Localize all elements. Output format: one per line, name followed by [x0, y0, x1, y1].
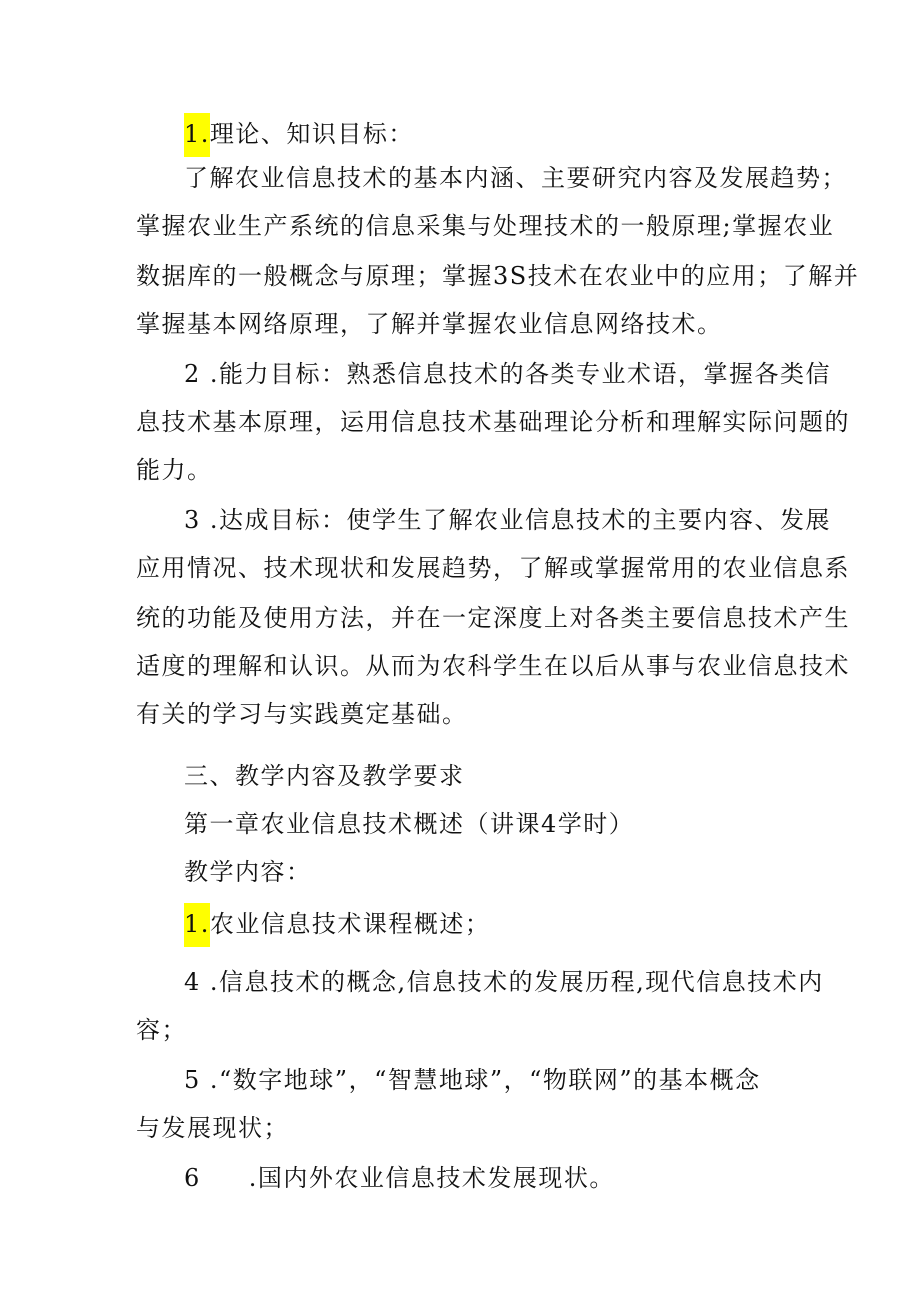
paragraph-line: 应用情况、技术现状和发展趋势，了解或掌握常用的农业信息系 [136, 554, 850, 582]
content-item-text: 农业信息技术课程概述； [209, 910, 491, 938]
paragraph-line: 容； [136, 1016, 187, 1044]
paragraph-line: 息技术基本原理，运用信息技术基础理论分析和理解实际问题的 [136, 408, 850, 436]
content-item-1 [184, 903, 490, 947]
paragraph-line: 适度的理解和认识。从而为农科学生在以后从事与农业信息技术 [136, 652, 850, 680]
highlighted-number: 1. [184, 113, 210, 157]
content-label: 教学内容： [184, 858, 312, 886]
paragraph-line: 5 .“数字地球”，“智慧地球”，“物联网”的基本概念 [184, 1066, 761, 1094]
paragraph-line: 3 .达成目标：使学生了解农业信息技术的主要内容、发展 [184, 506, 832, 534]
content-item-6 [184, 1161, 615, 1195]
paragraph-line: 了解农业信息技术的基本内涵、主要研究内容及发展趋势； [184, 164, 847, 192]
paragraph-line: 4 .信息技术的概念,信息技术的发展历程,现代信息技术内 [184, 968, 824, 996]
paragraph-line: 2 .能力目标：熟悉信息技术的各类专业术语，掌握各类信 [184, 360, 832, 388]
paragraph-line: 掌握基本网络原理，了解并掌握农业信息网络技术。 [136, 310, 723, 338]
paragraph-line: 统的功能及使用方法，并在一定深度上对各类主要信息技术产生 [136, 604, 850, 632]
chapter-title: 第一章农业信息技术概述（讲课4学时） [184, 810, 635, 838]
paragraph-line: 掌握农业生产系统的信息采集与处理技术的一般原理;掌握农业 [136, 212, 835, 240]
objective-1-heading [184, 113, 414, 157]
content-item-number: 6 [184, 1164, 201, 1192]
paragraph-line: 与发展现状； [136, 1114, 289, 1142]
section-heading: 三、教学内容及教学要求 [184, 762, 465, 790]
content-item-text: .国内外农业信息技术发展现状。 [248, 1164, 615, 1192]
paragraph-line: 数据库的一般概念与原理；掌握3S技术在农业中的应用；了解并 [136, 262, 860, 290]
paragraph-line: 有关的学习与实践奠定基础。 [136, 700, 468, 728]
paragraph-line: 能力。 [136, 456, 213, 484]
objective-1-title: 理论、知识目标： [209, 120, 414, 148]
highlighted-number: 1. [184, 903, 210, 947]
